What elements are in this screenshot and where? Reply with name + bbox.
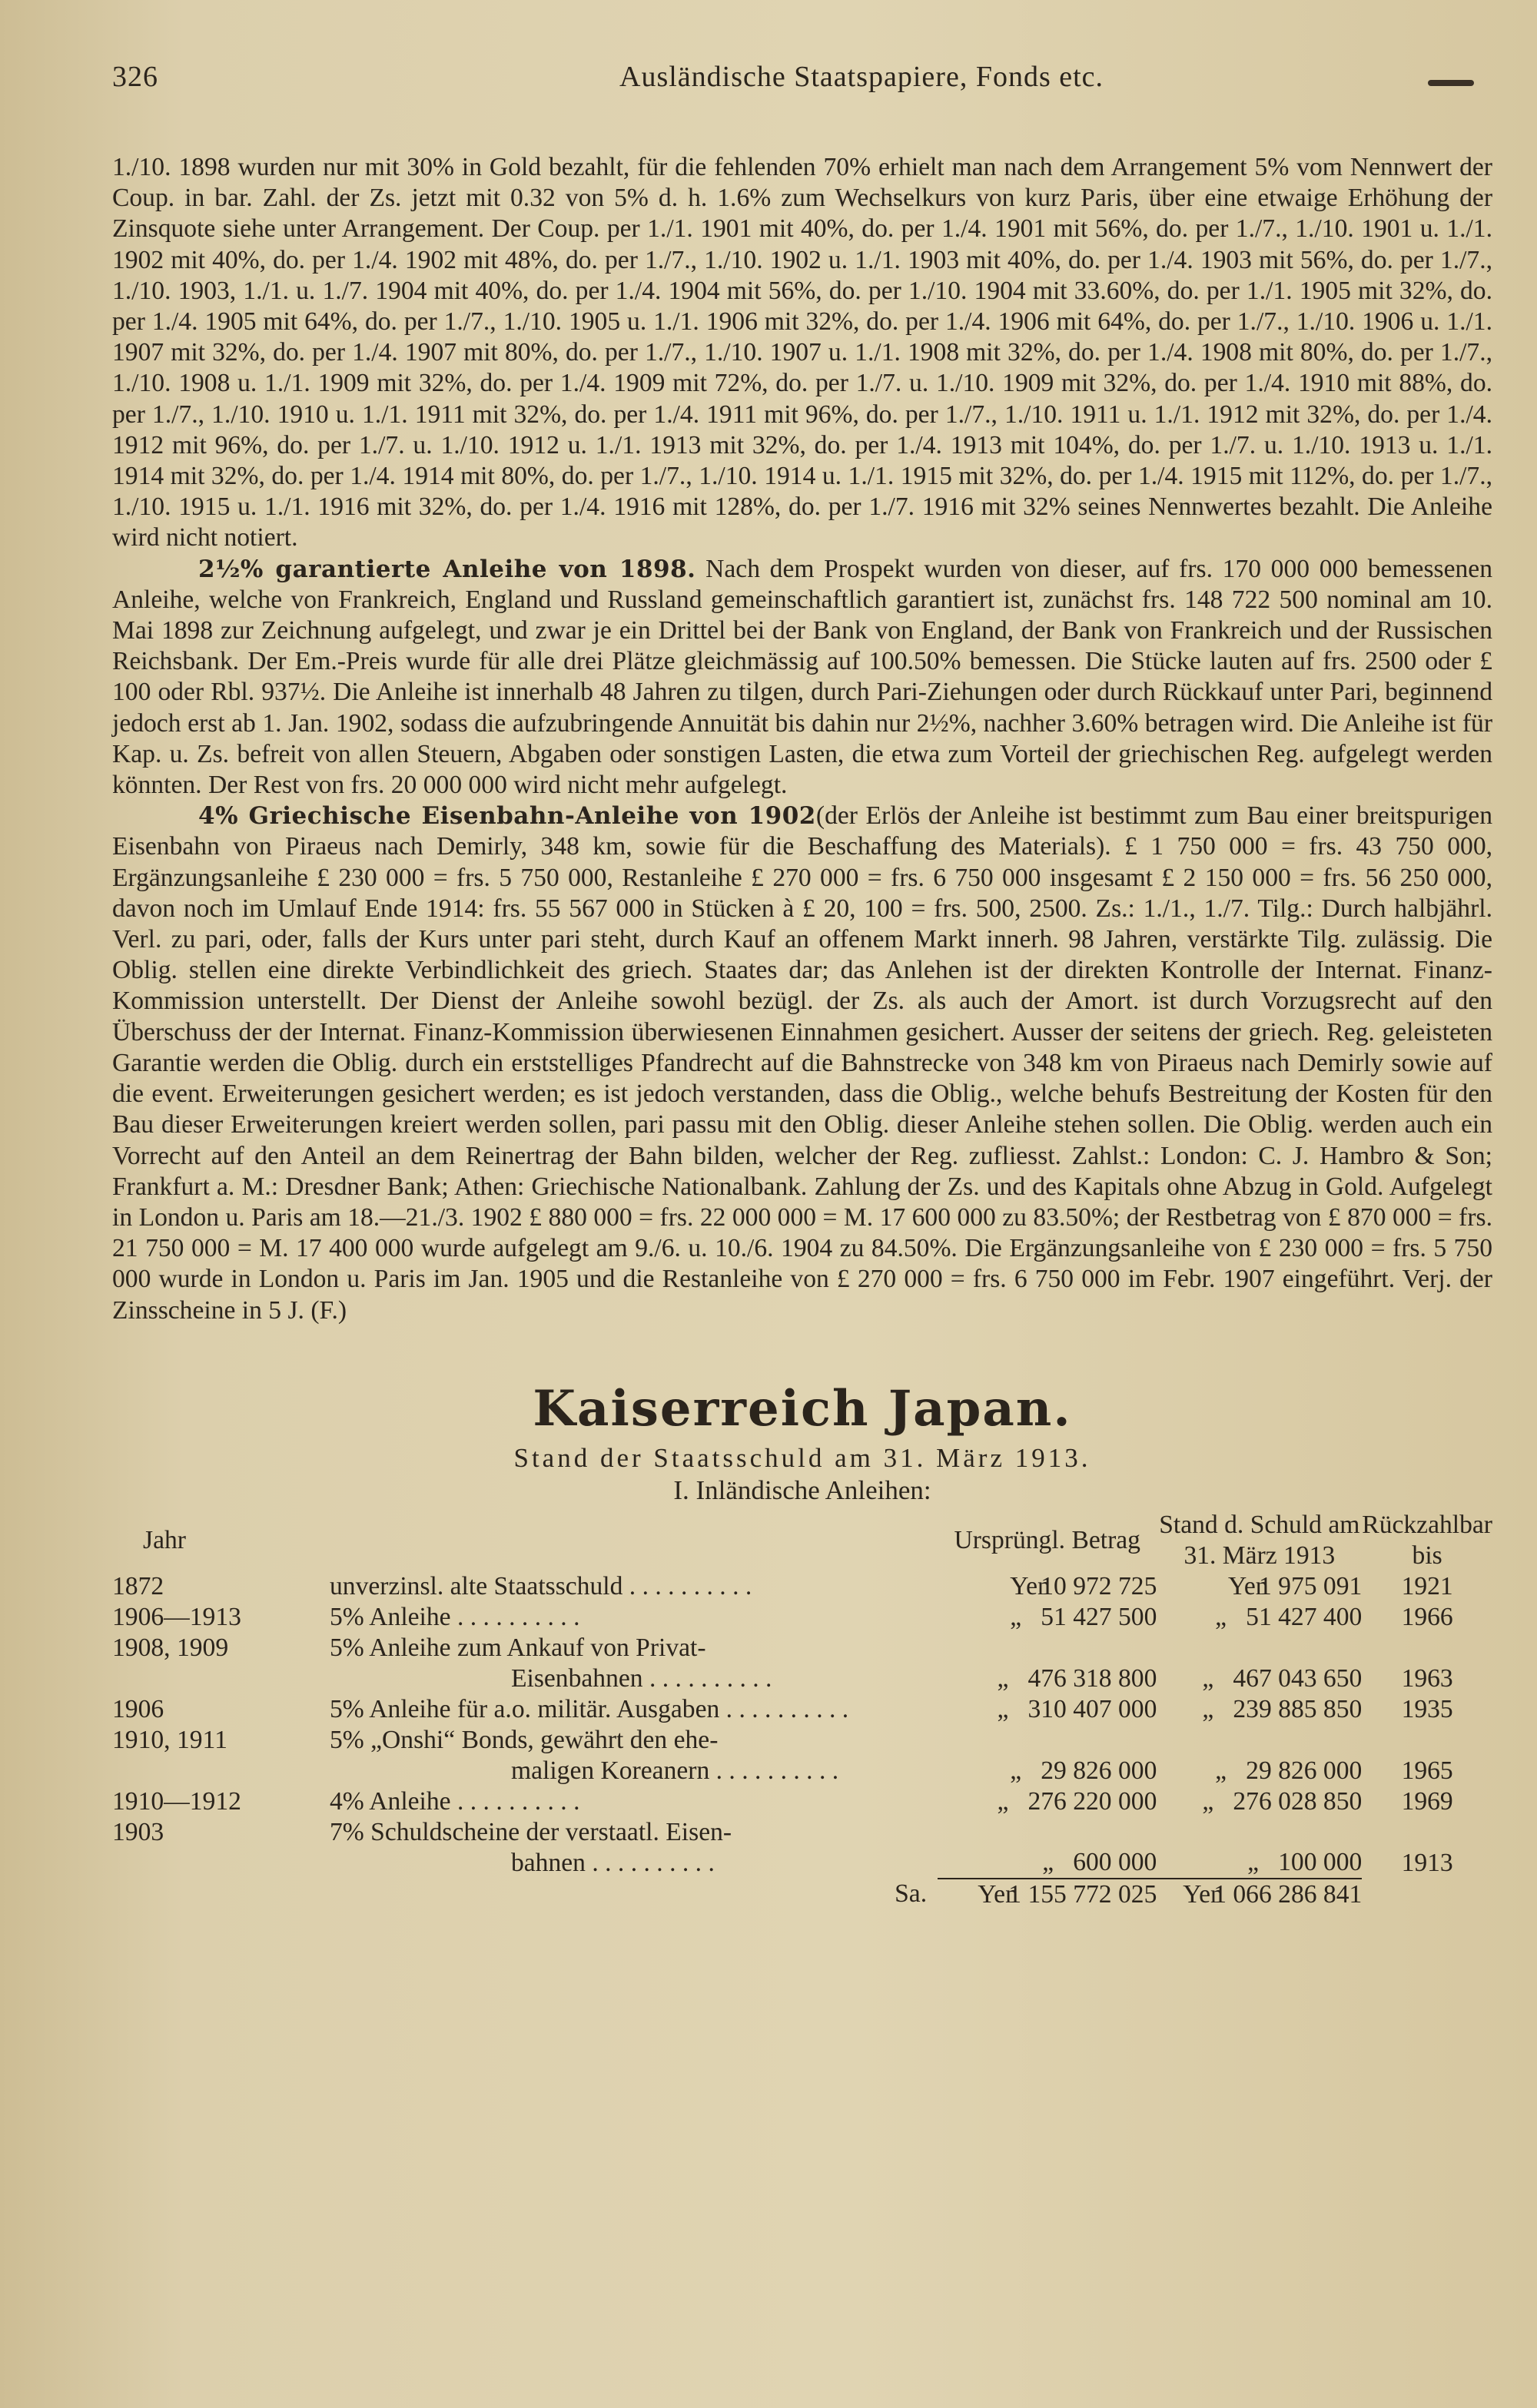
description-continuation: Eisenbahnen . . .: [330, 1663, 938, 1694]
paragraph-lead: 2½% garantierte Anleihe von 1898.: [198, 555, 696, 583]
currency-mark: Yen: [1227, 1571, 1269, 1600]
cell-year: 1908, 1909: [112, 1633, 229, 1662]
currency-mark: Yen: [1010, 1571, 1051, 1600]
cell-description: [330, 1725, 938, 1786]
cell-repayable-year: 1969: [1401, 1786, 1453, 1816]
currency-mark: Yen: [978, 1879, 1018, 1909]
paragraph-guaranteed-loan-1898: [112, 554, 1492, 801]
description-line: 5% Anleihe zum Ankauf von Privat-: [329, 1633, 706, 1662]
section-subtitle: Stand der Staatsschuld am 31. März 1913.: [513, 1442, 1091, 1473]
currency-mark: „: [1202, 1786, 1214, 1816]
cell-original-amount: [938, 1571, 1157, 1602]
page-number: 326: [112, 61, 158, 93]
cell-description: [330, 1633, 938, 1694]
description-line: 5% Anleihe . . .: [330, 1602, 938, 1633]
amount: 276 028 850: [1233, 1786, 1363, 1816]
currency-mark: Yen: [1183, 1879, 1223, 1909]
currency-mark: „: [1247, 1847, 1260, 1876]
table-sum-row: [112, 1879, 1492, 1910]
currency-mark: „: [1010, 1756, 1022, 1785]
cell-repayable-year: 1935: [1401, 1694, 1453, 1723]
amount: 310 407 000: [1027, 1694, 1157, 1723]
paragraph-coupon-payments: 1./10. 1898 wurden nur mit 30% in Gold bezahlt, für die fehlenden 70% erhielt man nach dem Arrangement 5% vom Nennwert der Coup. in bar. Zahl. der Zs. jetzt mit 0.32 von 5% d. h. 1.6% zum Wechselkurs von kurz Paris, über eine etwaige Erhöhung der Zinsquote siehe unter Arrangement. Der Coup. per 1./1. 1901 mit 40%, do. per 1./4. 1901 mit 56%, do. per 1./7., 1./10. 1901 u. 1./1. 1902 mit 40%, do. per 1./4. 1902 mit 48%, do. per 1./7., 1./10. 1902 u. 1./1. 1903 mit 40%, do. per 1./4. 1903 mit 56%, do. per 1./7., 1./10. 1903, 1./1. u. 1./7. 1904 mit 40%, do. per 1./4. 1904 mit 56%, do. per 1./10. 1904 mit 33.60%, do. per 1./1. 1905 mit 32%, do. per 1./4. 1905 mit 64%, do. per 1./7., 1./10. 1905 u. 1./1. 1906 mit 32%, do. per 1./4. 1906 mit 64%, do. per 1./7., 1./10. 1906 u. 1./1. 1907 mit 32%, do. per 1./4. 1907 mit 80%, do. per 1./7., 1./10. 1907 u. 1./1. 1908 mit 32%, do. per 1./4. 1908 mit 80%, do. per 1./7., 1./10. 1908 u. 1./1. 1909 mit 32%, do. per 1./4. 1909 mit 72%, do. per 1./7. u. 1./10. 1909 mit 32%, do. per 1./4. 1910 mit 88%, do. per 1./7., 1./10. 1910 u. 1./1. 1911 mit 32%, do. per 1./4. 1911 mit 96%, do. per 1./7., 1./10. 1911 u. 1./1. 1912 mit 32%, do. per 1./4. 1912 mit 96%, do. per 1./7. u. 1./10. 1912 u. 1./1. 1913 mit 32%, do. per 1./4. 1913 mit 104%, do. per 1./7. u. 1./10. 1913 u. 1./1. 1914 mit 32%, do. per 1./4. 1914 mit 80%, do. per 1./7., 1./10. 1914 u. 1./1. 1915 mit 32%, do. per 1./4. 1915 mit 112%, do. per 1./7., 1./10. 1915 u. 1./1. 1916 mit 32%, do. per 1./4. 1916 mit 128%, do. per 1./7. 1916 mit 32% seines Nennwertes bezahlt. Die Anleihe wird nicht notiert.: [112, 153, 1492, 552]
sum-current: [1157, 1879, 1362, 1910]
amount: 51 427 500: [1041, 1602, 1157, 1631]
table-row: [112, 1817, 1492, 1879]
cell-year: 1872: [112, 1571, 164, 1600]
currency-mark: „: [1215, 1756, 1227, 1785]
cell-original-amount: [938, 1633, 1157, 1694]
description-continuation: maligen Koreanern . . .: [330, 1756, 938, 1786]
cell-current-amount: [1157, 1694, 1362, 1725]
amount: 10 972 725: [1041, 1571, 1157, 1600]
cell-year: 1906: [112, 1694, 164, 1723]
cell-current-amount: [1157, 1571, 1362, 1602]
page-header: [112, 60, 1492, 106]
column-header-stand: Stand d. Schuld am 31. März 1913: [1159, 1510, 1360, 1570]
table-row: [112, 1602, 1492, 1633]
cell-original-amount: [938, 1817, 1157, 1879]
paragraph-text: Nach dem Prospekt wurden von dieser, auf frs. 170 000 000 bemessenen Anleihe, welche von Frankreich, England und Russland gemeinschaftlich garantiert ist, zunächst frs. 148 722 500 nominal am 10. Mai 1898 zur Zeichnung aufgelegt, und zwar je ein Drittel bei der Bank von England, der Bank von Frankreich und der Russischen Reichsbank. Der Em.-Preis wurde für alle drei Plätze gleichmässig auf 100.50% bemessen. Die Stücke lauten auf frs. 2500 oder £ 100 oder Rbl. 937½. Die Anleihe ist innerhalb 48 Jahren zu tilgen, durch Pari-Ziehungen oder durch Rückkauf unter Pari, beginnend jedoch erst ab 1. Jan. 1902, sodass die aufzubringende Annuität bis dahin nur 2½%, nachher 3.60% betragen wird. Die Anleihe ist für Kap. u. Zs. befreit von allen Steuern, Abgaben oder sonstigen Lasten, die etwa zum Vorteil der griechischen Reg. aufgelegt werden könnten. Der Rest von frs. 20 000 000 wird nicht mehr aufgelegt.: [112, 554, 1492, 800]
currency-mark: „: [1215, 1602, 1227, 1631]
cell-year: 1910—1912: [112, 1786, 241, 1816]
amount: 29 826 000: [1041, 1756, 1157, 1785]
table-header-row: [112, 1510, 1492, 1571]
column-header-description: [330, 1510, 938, 1571]
section-title: Kaiserreich Japan.: [533, 1379, 1072, 1438]
cell-current-amount: [1157, 1725, 1362, 1786]
description-line: unverzinsl. alte Staatsschuld . . .: [330, 1571, 938, 1602]
table-row: [112, 1571, 1492, 1602]
column-header-repayable: Rückzahlbar bis: [1362, 1510, 1492, 1570]
cell-current-amount: [1157, 1633, 1362, 1694]
paragraph-text: (der Erlös der Anleihe ist bestimmt zum Bau einer breitspurigen Eisenbahn von Piraeus nach Demirly, 348 km, sowie für die Beschaffung des Materials). £ 1 750 000 = frs. 43 750 000, Ergänzungsanleihe £ 230 000 = frs. 5 750 000, Restanleihe £ 270 000 = frs. 6 750 000 insgesamt £ 2 150 000 = frs. 56 250 000, davon noch im Umlauf Ende 1914: frs. 55 567 000 in Stücken à £ 20, 100 = frs. 500, 2500. Zs.: 1./1., 1./7. Tilg.: Durch halbjährl. Verl. zu pari, oder, falls der Kurs unter pari steht, durch Kauf an offenem Markt innerh. 98 Jahren, verstärkte Tilg. zulässig. Die Oblig. stellen eine direkte Verbindlichkeit des griech. Staates dar; das Anlehen ist der direkten Kontrolle der Internat. Finanz-Kommission unterstellt. Der Dienst der Anleihe sowohl bezügl. der Zs. als auch der Amort. ist durch Vorzugsrecht auf den Überschuss der der Internat. Finanz-Kommission überwiesenen Einnahmen gesichert. Ausser der seitens der griech. Reg. geleisteten Garantie werden die Oblig. durch ein erststelliges Pfandrecht auf die Bahnstrecke von 348 km von Piraeus nach Demirly sowie auf die event. Erweiterungen gesichert werden; es ist jedoch verstanden, dass die Oblig., welche behufs Bestreitung der Kosten für den Bau dieser Erweiterungen kreiert werden sollen, pari passu mit den Oblig. dieser Anleihe stehen sollen. Die Oblig. werden auch ein Vorrecht auf den Anteil an dem Reinertrag der Bahn bilden, welcher der Reg. zufliesst. Zahlst.: London: C. J. Hambro & Son; Frankfurt a. M.: Dresdner Bank; Athen: Griechische Nationalbank. Zahlung der Zs. und des Kapitals ohne Abzug in Gold. Aufgelegt in London u. Paris am 18.—21./3. 1902 £ 880 000 = frs. 22 000 000 = M. 17 600 000 zu 83.50%; der Restbetrag von £ 870 000 = frs. 21 750 000 = M. 17 400 000 wurde aufgelegt am 9./6. u. 10./6. 1904 zu 84.50%. Die Ergänzungsanleihe von £ 230 000 = frs. 5 750 000 wurde in London u. Paris im Jan. 1905 und die Restanleihe von £ 270 000 = frs. 6 750 000 im Febr. 1907 eingeführt. Verj. der Zinsscheine in 5 J. (F.): [112, 801, 1493, 1325]
currency-mark: „: [997, 1694, 1009, 1723]
currency-mark: „: [1042, 1847, 1054, 1876]
amount: 100 000: [1278, 1847, 1363, 1876]
cell-repayable-year: 1921: [1401, 1571, 1453, 1600]
column-header-year: Jahr: [143, 1525, 186, 1554]
cell-description: [330, 1571, 938, 1602]
amount: 1 066 286 841: [1213, 1879, 1363, 1909]
ink-mark: [1428, 80, 1474, 86]
description-line: 5% Anleihe für a.o. militär. Ausgaben . . .: [330, 1694, 938, 1725]
paragraph-railway-loan-1902: [112, 801, 1492, 1325]
cell-repayable-year: 1965: [1401, 1756, 1453, 1785]
debt-table: [112, 1510, 1492, 1910]
amount: 51 427 400: [1246, 1602, 1363, 1631]
cell-original-amount: [938, 1725, 1157, 1786]
amount: 476 318 800: [1027, 1663, 1157, 1693]
cell-description: [330, 1602, 938, 1633]
table-body: [112, 1571, 1492, 1910]
column-header-original: Ursprüngl. Betrag: [954, 1525, 1140, 1554]
cell-repayable-year: 1966: [1401, 1602, 1453, 1631]
cell-year: 1910, 1911: [112, 1725, 227, 1754]
amount: 1 975 091: [1258, 1571, 1363, 1600]
currency-mark: „: [1202, 1663, 1214, 1693]
cell-description: [330, 1817, 938, 1879]
cell-repayable-year: 1963: [1401, 1663, 1453, 1693]
table-row: [112, 1694, 1492, 1725]
currency-mark: „: [1010, 1602, 1022, 1631]
sum-spacer: [112, 1879, 330, 1910]
amount: 239 885 850: [1233, 1694, 1363, 1723]
currency-mark: „: [1202, 1694, 1214, 1723]
paragraph-lead: 4% Griechische Eisenbahn-Anleihe von 1902: [198, 802, 816, 831]
table-row: [112, 1725, 1492, 1786]
cell-original-amount: [938, 1694, 1157, 1725]
running-title: Ausländische Staatspapiere, Fonds etc.: [619, 61, 1104, 93]
amount: 276 220 000: [1027, 1786, 1157, 1816]
amount: 467 043 650: [1233, 1663, 1363, 1693]
cell-current-amount: [1157, 1602, 1362, 1633]
sum-spacer: [1362, 1879, 1492, 1910]
currency-mark: „: [997, 1663, 1009, 1693]
currency-mark: „: [997, 1786, 1009, 1816]
cell-original-amount: [938, 1786, 1157, 1817]
description-line: 4% Anleihe . . .: [330, 1786, 938, 1817]
cell-description: [330, 1786, 938, 1817]
amount: 600 000: [1073, 1847, 1157, 1876]
description-continuation: bahnen . . .: [330, 1848, 938, 1879]
sum-original: [938, 1879, 1157, 1910]
cell-original-amount: [938, 1602, 1157, 1633]
description-line: 7% Schuldscheine der verstaatl. Eisen-: [329, 1817, 732, 1846]
amount: 1 155 772 025: [1008, 1879, 1157, 1909]
body-text: [112, 152, 1492, 1326]
cell-current-amount: [1157, 1817, 1362, 1879]
cell-description: [330, 1694, 938, 1725]
table-row: [112, 1633, 1492, 1694]
amount: 29 826 000: [1246, 1756, 1363, 1785]
table-row: [112, 1786, 1492, 1817]
cell-current-amount: [1157, 1786, 1362, 1817]
cell-year: 1906—1913: [112, 1602, 241, 1631]
description-line: 5% „Onshi“ Bonds, gewährt den ehe-: [329, 1725, 719, 1754]
sum-label: Sa.: [895, 1879, 928, 1908]
cell-repayable-year: 1913: [1401, 1848, 1453, 1877]
section-part-heading: I. Inländische Anleihen:: [673, 1474, 931, 1505]
cell-year: 1903: [112, 1817, 164, 1846]
